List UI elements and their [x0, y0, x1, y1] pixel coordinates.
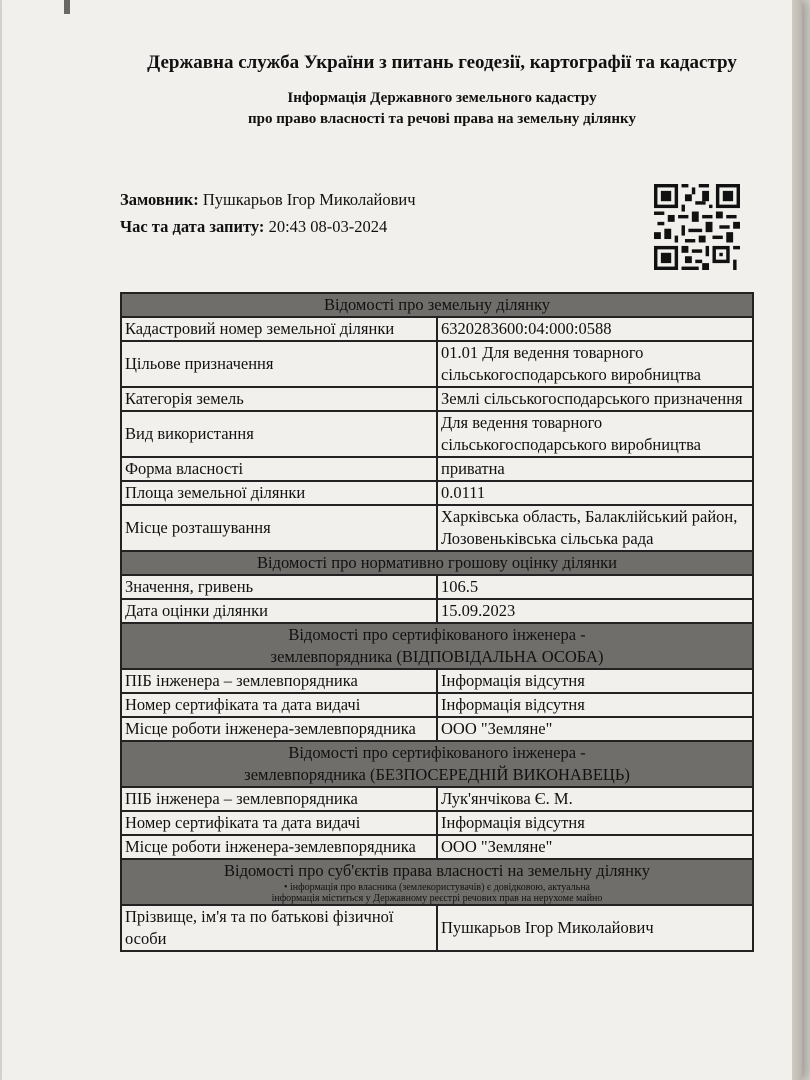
table-row — [121, 669, 753, 693]
table-row — [121, 811, 753, 835]
customer-value: Пушкарьов Ігор Миколайович — [202, 190, 416, 209]
row-value: 01.01 Для ведення товарного сільськогосподарського виробництва — [437, 341, 753, 387]
owners-note-line-1: • інформація про власника (землекористувачів) є довідковою, актуальна — [284, 882, 590, 893]
table-row — [121, 905, 753, 951]
paper-clip — [64, 0, 70, 14]
table-row — [121, 317, 753, 341]
row-value: Для ведення товарного сільськогосподарського виробництва — [437, 411, 753, 457]
row-label: Номер сертифіката та дата видачі — [121, 693, 437, 717]
row-value: 106.5 — [437, 575, 753, 599]
row-label: Місце розташування — [121, 505, 437, 551]
request-datetime-line — [120, 217, 387, 237]
customer-line — [120, 190, 416, 210]
owners-note-line-2: інформація міститься у Державному реєстрі речових прав на нерухоме майно — [271, 893, 603, 904]
subtitle-line-1: Інформація Державного земельного кадастру — [287, 90, 597, 106]
agency-title: Державна служба України з питань геодезії, картографії та кадастру — [147, 52, 737, 73]
row-value: Землі сільськогосподарського призначення — [437, 387, 753, 411]
row-label: Місце роботи інженера-землевпорядника — [121, 835, 437, 859]
table-row — [121, 411, 753, 457]
table-row — [121, 457, 753, 481]
section-engineer-executor — [121, 741, 753, 787]
row-label: Місце роботи інженера-землевпорядника — [121, 717, 437, 741]
section-header: Відомості про нормативно грошову оцінку ділянки — [121, 551, 753, 575]
row-label: Форма власності — [121, 457, 437, 481]
document-page — [2, 0, 802, 1080]
row-value: приватна — [437, 457, 753, 481]
section-header — [121, 859, 753, 905]
datetime-label: Час та дата запиту: — [120, 217, 265, 236]
subtitle-line-2: про право власності та речові права на земельну ділянку — [248, 111, 636, 127]
row-value: ООО "Земляне" — [437, 835, 753, 859]
section-header — [121, 741, 753, 787]
section-land — [121, 293, 753, 317]
row-label: Дата оцінки ділянки — [121, 599, 437, 623]
section-header: Відомості про земельну ділянку — [121, 293, 753, 317]
row-value: 15.09.2023 — [437, 599, 753, 623]
row-label: Площа земельної ділянки — [121, 481, 437, 505]
row-value: Інформація відсутня — [437, 811, 753, 835]
table-row — [121, 505, 753, 551]
row-value: Лук'янчікова Є. М. — [437, 787, 753, 811]
datetime-value: 20:43 08-03-2024 — [268, 217, 388, 236]
row-label: ПІБ інженера – землевпорядника — [121, 787, 437, 811]
table-row — [121, 387, 753, 411]
land-info-table — [120, 292, 754, 952]
section-header-line-2: землевпорядника (БЕЗПОСЕРЕДНІЙ ВИКОНАВЕЦЬ) — [244, 765, 630, 784]
qr-code-icon — [654, 184, 740, 270]
row-label: Номер сертифіката та дата видачі — [121, 811, 437, 835]
row-value: Інформація відсутня — [437, 669, 753, 693]
row-value: Харківська область, Балаклійський район, Лозовеньківська сільська рада — [437, 505, 753, 551]
section-header-line-1: Відомості про сертифікованого інженера - — [288, 743, 586, 762]
section-owners — [121, 859, 753, 905]
row-label: Значення, гривень — [121, 575, 437, 599]
document-subtitle — [2, 88, 810, 130]
section-valuation — [121, 551, 753, 575]
row-value: Пушкарьов Ігор Миколайович — [437, 905, 753, 951]
row-value: ООО "Земляне" — [437, 717, 753, 741]
row-label: Кадастровий номер земельної ділянки — [121, 317, 437, 341]
page-edge — [792, 0, 802, 1080]
row-label: Категорія земель — [121, 387, 437, 411]
section-header-line-2: землевпорядника (ВІДПОВІДАЛЬНА ОСОБА) — [270, 647, 604, 666]
section-engineer-responsible — [121, 623, 753, 669]
table-row — [121, 341, 753, 387]
table-row — [121, 481, 753, 505]
table-row — [121, 575, 753, 599]
table-row — [121, 599, 753, 623]
row-value: 0.0111 — [437, 481, 753, 505]
row-label: ПІБ інженера – землевпорядника — [121, 669, 437, 693]
section-header-title: Відомості про суб'єктів права власності на земельну ділянку — [224, 861, 650, 880]
row-label: Прізвище, ім'я та по батькові фізичної особи — [121, 905, 437, 951]
table-row — [121, 693, 753, 717]
row-label: Вид використання — [121, 411, 437, 457]
table-row — [121, 787, 753, 811]
row-value: 6320283600:04:000:0588 — [437, 317, 753, 341]
customer-label: Замовник: — [120, 190, 199, 209]
row-label: Цільове призначення — [121, 341, 437, 387]
row-value: Інформація відсутня — [437, 693, 753, 717]
table-row — [121, 835, 753, 859]
section-header-line-1: Відомості про сертифікованого інженера - — [288, 625, 586, 644]
section-header — [121, 623, 753, 669]
table-row — [121, 717, 753, 741]
